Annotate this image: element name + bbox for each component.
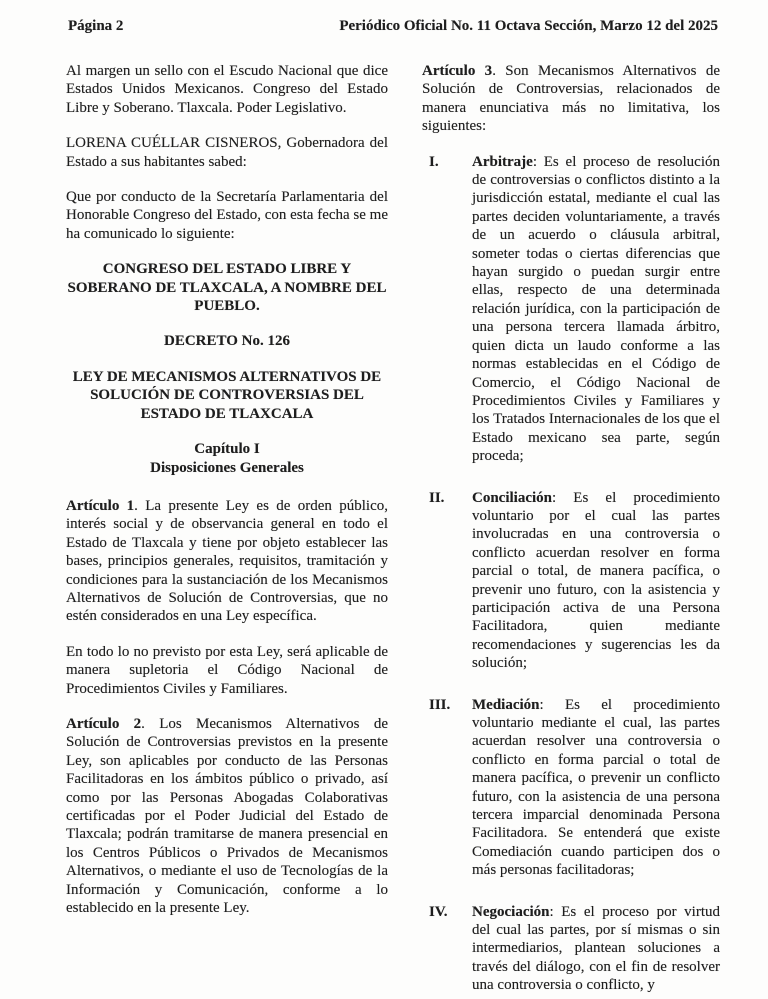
list-item-term: Conciliación	[472, 489, 553, 506]
left-column	[66, 62, 388, 999]
law-title-heading: LEY DE MECANISMOS ALTERNATIVOS DE SOLUCIÓN DE CONTROVERSIAS DEL ESTADO DE TLAXCALA	[72, 368, 382, 422]
list-item-numeral: IV.	[429, 903, 448, 920]
list-item-definition: : Es el proceso por virtud del cual las partes, por sí mismas o sin intermediarios, plantean soluciones a través del diálogo, con el fin de resolver una controversia o conflicto, y	[472, 903, 720, 994]
list-item-negociacion	[422, 903, 720, 995]
journal-issue-label: Periódico Oficial No. 11 Octava Sección, Marzo 12 del 2025	[339, 18, 718, 34]
article-1-paragraph	[66, 497, 388, 626]
chapter-heading: Capítulo I	[194, 441, 260, 458]
list-item-arbitraje	[422, 153, 720, 466]
page-number-label: Página 2	[68, 18, 124, 34]
list-item-definition: : Es el procedimiento voluntario mediante el cual, las partes acuerdan resolver una controversia o conflicto en forma parcial o total de manera pacífica, o prevenir un conflicto futuro, con la asistencia de una persona tercera imparcial denominada Persona Facilitadora. Se entenderá que existe Comediación cuando participen dos o más personas facilitadoras;	[472, 696, 720, 879]
list-item-text	[472, 153, 720, 466]
article-1-continuation: En todo lo no previsto por esta Ley, será aplicable de manera supletoria el Código Nacional de Procedimientos Civiles y Familiares.	[66, 643, 388, 697]
list-item-term: Arbitraje	[472, 153, 533, 170]
governor-salutation: LORENA CUÉLLAR CISNEROS, Gobernadora del Estado a sus habitantes sabed:	[66, 135, 388, 170]
article-2-text: . Los Mecanismos Alternativos de Solución de Controversias previstos en la presente Ley, son aplicables por conducto de las Personas Facilitadoras en los ámbitos público o privado, así como por las Personas Abogadas Colaborativas certificadas por el Poder Judicial del Estado de Tlaxcala; podrán tramitarse de manera presencial en los Centros Públicos o Privados de Mecanismos Alternativos, o mediante el uso de Tecnologías de la Información y Comunicación, conforme a lo establecido en la presente Ley.	[66, 715, 388, 917]
list-item-term: Mediación	[472, 696, 540, 713]
congress-heading: CONGRESO DEL ESTADO LIBRE Y SOBERANO DE TLAXCALA, A NOMBRE DEL PUEBLO.	[67, 261, 387, 315]
right-column	[422, 62, 720, 999]
chapter-subheading: Disposiciones Generales	[150, 459, 304, 476]
list-item-text	[472, 903, 720, 995]
two-column-body	[0, 35, 768, 999]
decree-heading: DECRETO No. 126	[164, 333, 290, 350]
list-item-numeral: III.	[429, 696, 451, 713]
article-3-text: . Son Mecanismos Alternativos de Solución de Controversias, relacionados de manera enunciativa más no limitativa, los siguientes:	[422, 63, 720, 135]
list-item-mediacion	[422, 696, 720, 880]
chapter-heading-block	[66, 440, 388, 477]
list-item-text	[472, 696, 720, 880]
article-3-label: Artículo 3	[422, 63, 493, 79]
list-item-definition: : Es el procedimiento voluntario por el cual las partes involucradas en una controversia o conflicto acuerdan resolver en forma parcial o total, de manera pacífica, o prevenir uno futuro, con la asistencia y participación activa de una Persona Facilitadora, quien mediante recomendaciones y sugerencias les da solución;	[472, 489, 720, 672]
list-item-definition: : Es el proceso de resolución de controversias o conflictos distinto a la jurisdicción estatal, mediante el cual las partes deciden voluntariamente, a través de un acuerdo o cláusula arbitral, someter todas o ciertas diferencias que hayan surgido o puedan surgir entre ellas, respecto de una determinada relación jurídica, con la participación de una persona tercera llamada árbitro, quien dicta un laudo conforme a las normas establecidas en el Código de Comercio, el Código Nacional de Procedimientos Civiles y Familiares y los Tratados Internacionales de los que el Estado mexicano sea parte, según proceda;	[472, 153, 720, 465]
article-1-label: Artículo 1	[66, 497, 135, 514]
article-1-text: . La presente Ley es de orden público, interés social y de observancia general en todo el Estado de Tlaxcala y tiene por objeto establecer las bases, principios generales, requisitos, tramitación y condiciones para la sustanciación de los Mecanismos Alternativos de Solución de Controversias, que no estén considerados en una Ley específica.	[66, 497, 388, 625]
article-3-paragraph	[422, 62, 720, 136]
list-item-conciliacion	[422, 489, 720, 673]
page-header	[0, 0, 768, 35]
list-item-numeral: II.	[429, 489, 445, 506]
article-2-label: Artículo 2	[66, 715, 142, 732]
list-item-text	[472, 489, 720, 673]
list-item-term: Negociación	[472, 903, 550, 920]
transmittal-note: Que por conducto de la Secretaría Parlamentaria del Honorable Congreso del Estado, con esta fecha se me ha comunicado lo siguiente:	[66, 189, 388, 242]
margin-seal-note: Al margen un sello con el Escudo Nacional que dice Estados Unidos Mexicanos. Congreso del Estado Libre y Soberano. Tlaxcala. Poder Legislativo.	[66, 63, 388, 116]
article-2-paragraph	[66, 715, 388, 917]
list-item-numeral: I.	[429, 153, 439, 170]
